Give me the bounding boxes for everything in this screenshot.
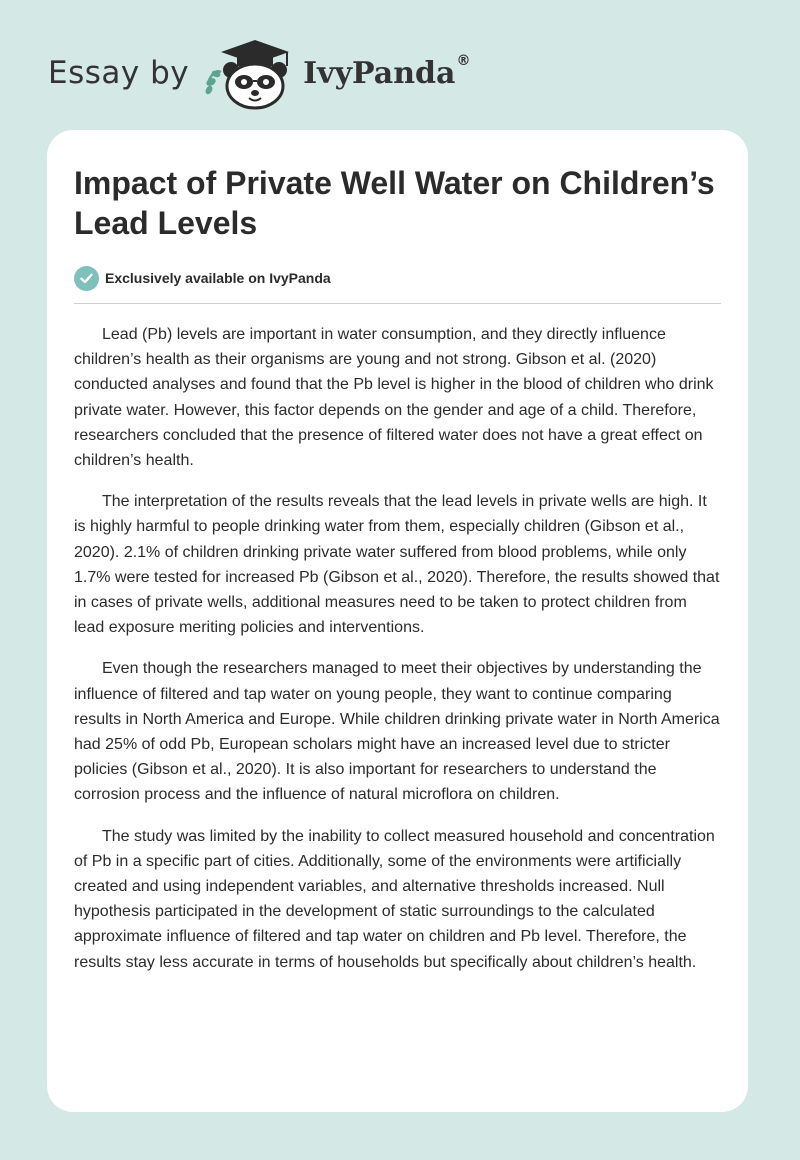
- exclusive-label: Exclusively available on IvyPanda: [105, 270, 331, 286]
- divider: [74, 303, 721, 304]
- brand-name: IvyPanda: [303, 55, 456, 91]
- check-icon: [74, 266, 99, 291]
- exclusive-badge: [74, 265, 721, 291]
- registered-mark: ®: [456, 53, 471, 69]
- site-header: [48, 36, 470, 110]
- essay-card: [47, 130, 748, 1112]
- paragraph-4: The study was limited by the inability to collect measured household and concentration of Pb in a specific part of cities. Additionally, some of the environments were artificially created and using independent variables, and alternative thresholds increased. Null hypothesis participated in the development of static surroundings to the calculated approximate influence of filtered and tap water on children and Pb level. Therefore, the results stay less accurate in terms of households but specifically about children’s health.: [74, 827, 715, 971]
- panda-logo-icon[interactable]: [203, 36, 299, 110]
- paragraph-3: Even though the researchers managed to meet their objectives by understanding the influence of filtered and tap water on young people, they want to continue comparing results in North America and Europe. While children drinking private water in North America had 25% of odd Pb, European scholars might have an increased level due to stricter policies (Gibson et al., 2020). It is also important for researchers to understand the corrosion process and the influence of natural microflora on children.: [74, 660, 720, 804]
- paragraph-2: The interpretation of the results reveals that the lead levels in private wells are high. It is highly harmful to people drinking water from them, especially children (Gibson et al., 2020). 2.1% of children drinking private water suffered from blood problems, while only 1.7% were tested for increased Pb (Gibson et al., 2020). Therefore, the results showed that in cases of private wells, additional measures need to be taken to protect children from lead exposure meriting policies and interventions.: [74, 493, 720, 637]
- paragraph-1: Lead (Pb) levels are important in water consumption, and they directly influence children’s health as their organisms are young and not strong. Gibson et al. (2020) conducted analyses and found that the Pb level is higher in the blood of children who drink private water. However, this factor depends on the gender and age of a child. Therefore, researchers concluded that the presence of filtered water does not have a great effect on children’s health.: [74, 326, 714, 470]
- essay-title: Impact of Private Well Water on Children’s Lead Levels: [74, 165, 715, 241]
- essay-by-label: Essay by: [48, 55, 190, 91]
